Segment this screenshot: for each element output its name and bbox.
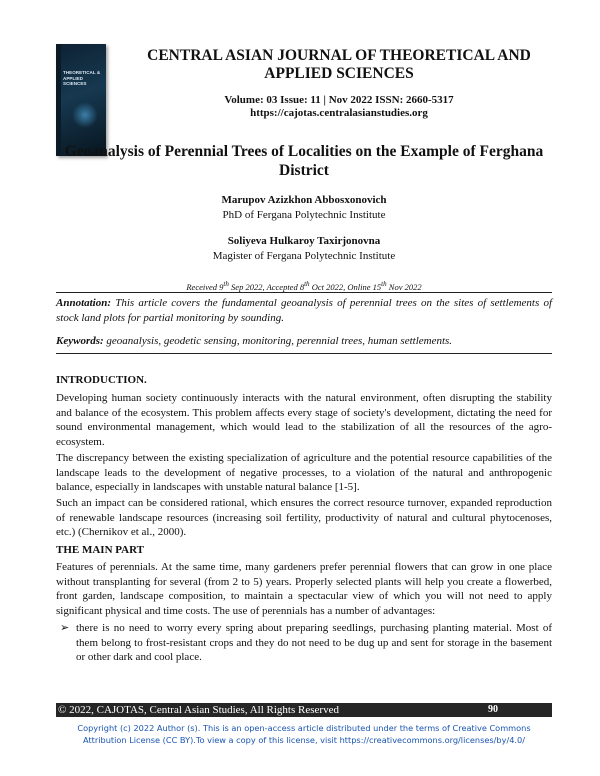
accepted-day: 8 bbox=[299, 281, 305, 292]
footer-bar bbox=[56, 703, 552, 717]
keywords-label: Keywords: bbox=[56, 335, 104, 347]
page-number: 90 bbox=[488, 704, 498, 715]
online-day: 15 bbox=[372, 281, 382, 292]
journal-cover-image bbox=[56, 44, 106, 156]
divider bbox=[56, 353, 552, 354]
divider bbox=[56, 292, 552, 293]
paper-title: Geoanalysis of Perennial Trees of Localities on the Example of Ferghana District bbox=[64, 143, 544, 179]
received-date: Sep 2022, bbox=[231, 281, 265, 292]
received-label: Received bbox=[186, 281, 218, 292]
section-heading-main-part: THE MAIN PART bbox=[56, 544, 145, 556]
author-affiliation: PhD of Fergana Polytechnic Institute bbox=[222, 209, 386, 221]
dates-line bbox=[56, 279, 552, 293]
online-label: Online bbox=[347, 281, 371, 292]
paragraph: Developing human society continuously interacts with the natural environment, often disrupting the stability and balance of the ecosystem. This problem affects every stage of society's development, dictating the need for sound environmental management, which would lead to the stabilization of all the resources of the agro-ecosystem. bbox=[56, 392, 552, 448]
copyright-text: © 2022, CAJOTAS, Central Asian Studies, All Rights Reserved bbox=[58, 704, 339, 716]
journal-url-link[interactable]: https://cajotas.centralasianstudies.org bbox=[250, 107, 428, 119]
paragraph: The discrepancy between the existing specialization of agriculture and the potential resource capabilities of the landscape leads to the development of negative processes, to a violation of the natural and anthropogenic balance, especially in landscapes with unstable natural balance [1-5]. bbox=[56, 452, 552, 494]
online-sup: th bbox=[381, 280, 387, 288]
paragraph: Such an impact can be considered rational, which ensures the correct resource turnover, expanded reproduction of renewable landscape resources (increasing soil fertility, productivity of natural and cultural phytocenoses, etc.) (Chernikov et al., 2000). bbox=[56, 497, 552, 539]
accepted-label: Accepted bbox=[266, 281, 298, 292]
cover-graphic bbox=[72, 102, 98, 128]
author-name: Marupov Azizkhon Abbosxonovich bbox=[221, 194, 387, 206]
keywords bbox=[56, 334, 552, 349]
license-notice bbox=[56, 723, 552, 746]
cover-label: THEORETICAL & APPLIED SCIENCES bbox=[63, 70, 101, 86]
author-block-1 bbox=[56, 193, 552, 207]
received-day: 9 bbox=[219, 281, 224, 292]
license-line-1: Copyright (c) 2022 Author (s). This is an open-access article distributed under the terms of Creative Commons bbox=[77, 723, 531, 733]
cover-spine bbox=[56, 44, 61, 156]
arrow-bullet-icon: ➢ bbox=[60, 622, 70, 634]
license-line-2[interactable]: Attribution License (CC BY).To view a copy of this license, visit https://creativecommons.org/licenses/by/4.0/ bbox=[83, 734, 525, 745]
section-heading-introduction: INTRODUCTION. bbox=[56, 374, 147, 386]
keywords-text: geoanalysis, geodetic sensing, monitoring, perennial trees, human settlements. bbox=[106, 335, 453, 347]
annotation-text: This article covers the fundamental geoanalysis of perennial trees on the sites of settlements of stock land plots for partial monitoring by sounding. bbox=[56, 297, 553, 324]
author-affiliation: Magister of Fergana Polytechnic Institute bbox=[212, 250, 396, 262]
accepted-sup: th bbox=[304, 280, 310, 288]
online-date: Nov 2022 bbox=[388, 281, 422, 292]
annotation-label: Annotation: bbox=[56, 297, 112, 309]
issue-line: Volume: 03 Issue: 11 | Nov 2022 ISSN: 2660-5317 bbox=[224, 94, 454, 106]
paragraph: Features of perennials. At the same time, many gardeners prefer perennial flowers that can grow in one place without transplanting for several (from 2 to 5) years. Properly selected plants will help you create a flowerbed, front garden, landscape composition, to maintain a spectacular view of which you will not need to apply significant physical and time costs. The use of perennials has a number of advantages: bbox=[56, 561, 552, 617]
annotation bbox=[56, 296, 552, 325]
received-sup: th bbox=[223, 280, 229, 288]
journal-title: CENTRAL ASIAN JOURNAL OF THEORETICAL AND APPLIED SCIENCES bbox=[147, 47, 531, 82]
author-block-2 bbox=[56, 234, 552, 248]
author-name: Soliyeva Hulkaroy Taxirjonovna bbox=[227, 235, 381, 247]
accepted-date: Oct 2022, bbox=[311, 281, 346, 292]
list-item: there is no need to worry every spring about preparing seedlings, purchasing planting material. Most of them belong to frost-resistant crops and they do not need to be dug up and sent for storage in the basement or other dark and cool place. bbox=[76, 622, 552, 664]
